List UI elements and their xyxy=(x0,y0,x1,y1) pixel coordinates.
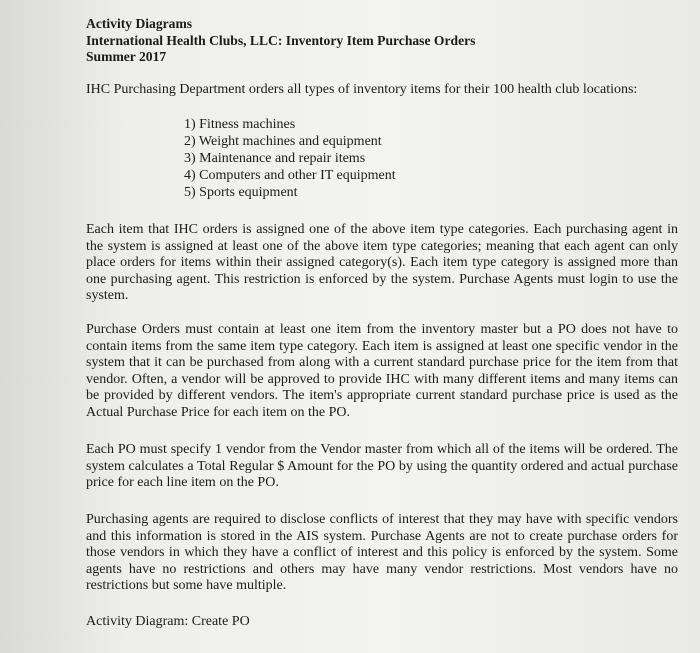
term-label: Summer 2017 xyxy=(86,49,167,64)
list-item: 1) Fitness machines xyxy=(184,117,296,132)
paragraph-item-categories: Each item that IHC orders is assigned one of the above item type categories. Each purchasing agent in the system is assigned at least one of the above item type categories; meaning that each agent can only place orders for items within their assigned category(s). Each item type category is assigned more than one purchasing agent. This restriction is enforced by the system. Purchase Agents must login to use the system. xyxy=(86,222,678,304)
paragraph-purchase-orders: Purchase Orders must contain at least one item from the inventory master but a PO does not have to contain items from the same item type category. Each item is assigned at least one specific vendor in the system that it can be purchased from along with a current standard purchase price for the item from that vendor. Often, a vendor will be approved to provide IHC with many different items and many items can be provided by different vendors. The item's appropriate current standard purchase price is used as the Actual Purchase Price for each item on the PO. xyxy=(86,322,678,420)
list-item: 3) Maintenance and repair items xyxy=(184,151,366,166)
document-header xyxy=(86,16,475,66)
list-item: 4) Computers and other IT equipment xyxy=(184,168,396,183)
list-item: 2) Weight machines and equipment xyxy=(184,134,382,149)
document-title: Activity Diagrams xyxy=(86,16,193,31)
paragraph-conflicts: Purchasing agents are required to disclose conflicts of interest that they may have with specific vendors and this information is stored in the AIS system. Purchase Agents are not to create purchase orders for those vendors in which they have a conflict of interest and this policy is enforced by the system. Some agents have no restrictions and others may have many vendor restrictions. Most vendors have no restrictions but some have multiple. xyxy=(86,512,678,594)
intro-paragraph: IHC Purchasing Department orders all types of inventory items for their 100 health club locations: xyxy=(86,82,638,97)
activity-diagram-heading: Activity Diagram: Create PO xyxy=(86,614,250,629)
paragraph-vendor: Each PO must specify 1 vendor from the Vendor master from which all of the items will be ordered. The system calculates a Total Regular $ Amount for the PO by using the quantity ordered and actual purchase price for each line item on the PO. xyxy=(86,442,678,491)
company-title: International Health Clubs, LLC: Inventory Item Purchase Orders xyxy=(86,32,476,48)
list-item: 5) Sports equipment xyxy=(184,185,298,200)
category-list xyxy=(184,116,396,201)
